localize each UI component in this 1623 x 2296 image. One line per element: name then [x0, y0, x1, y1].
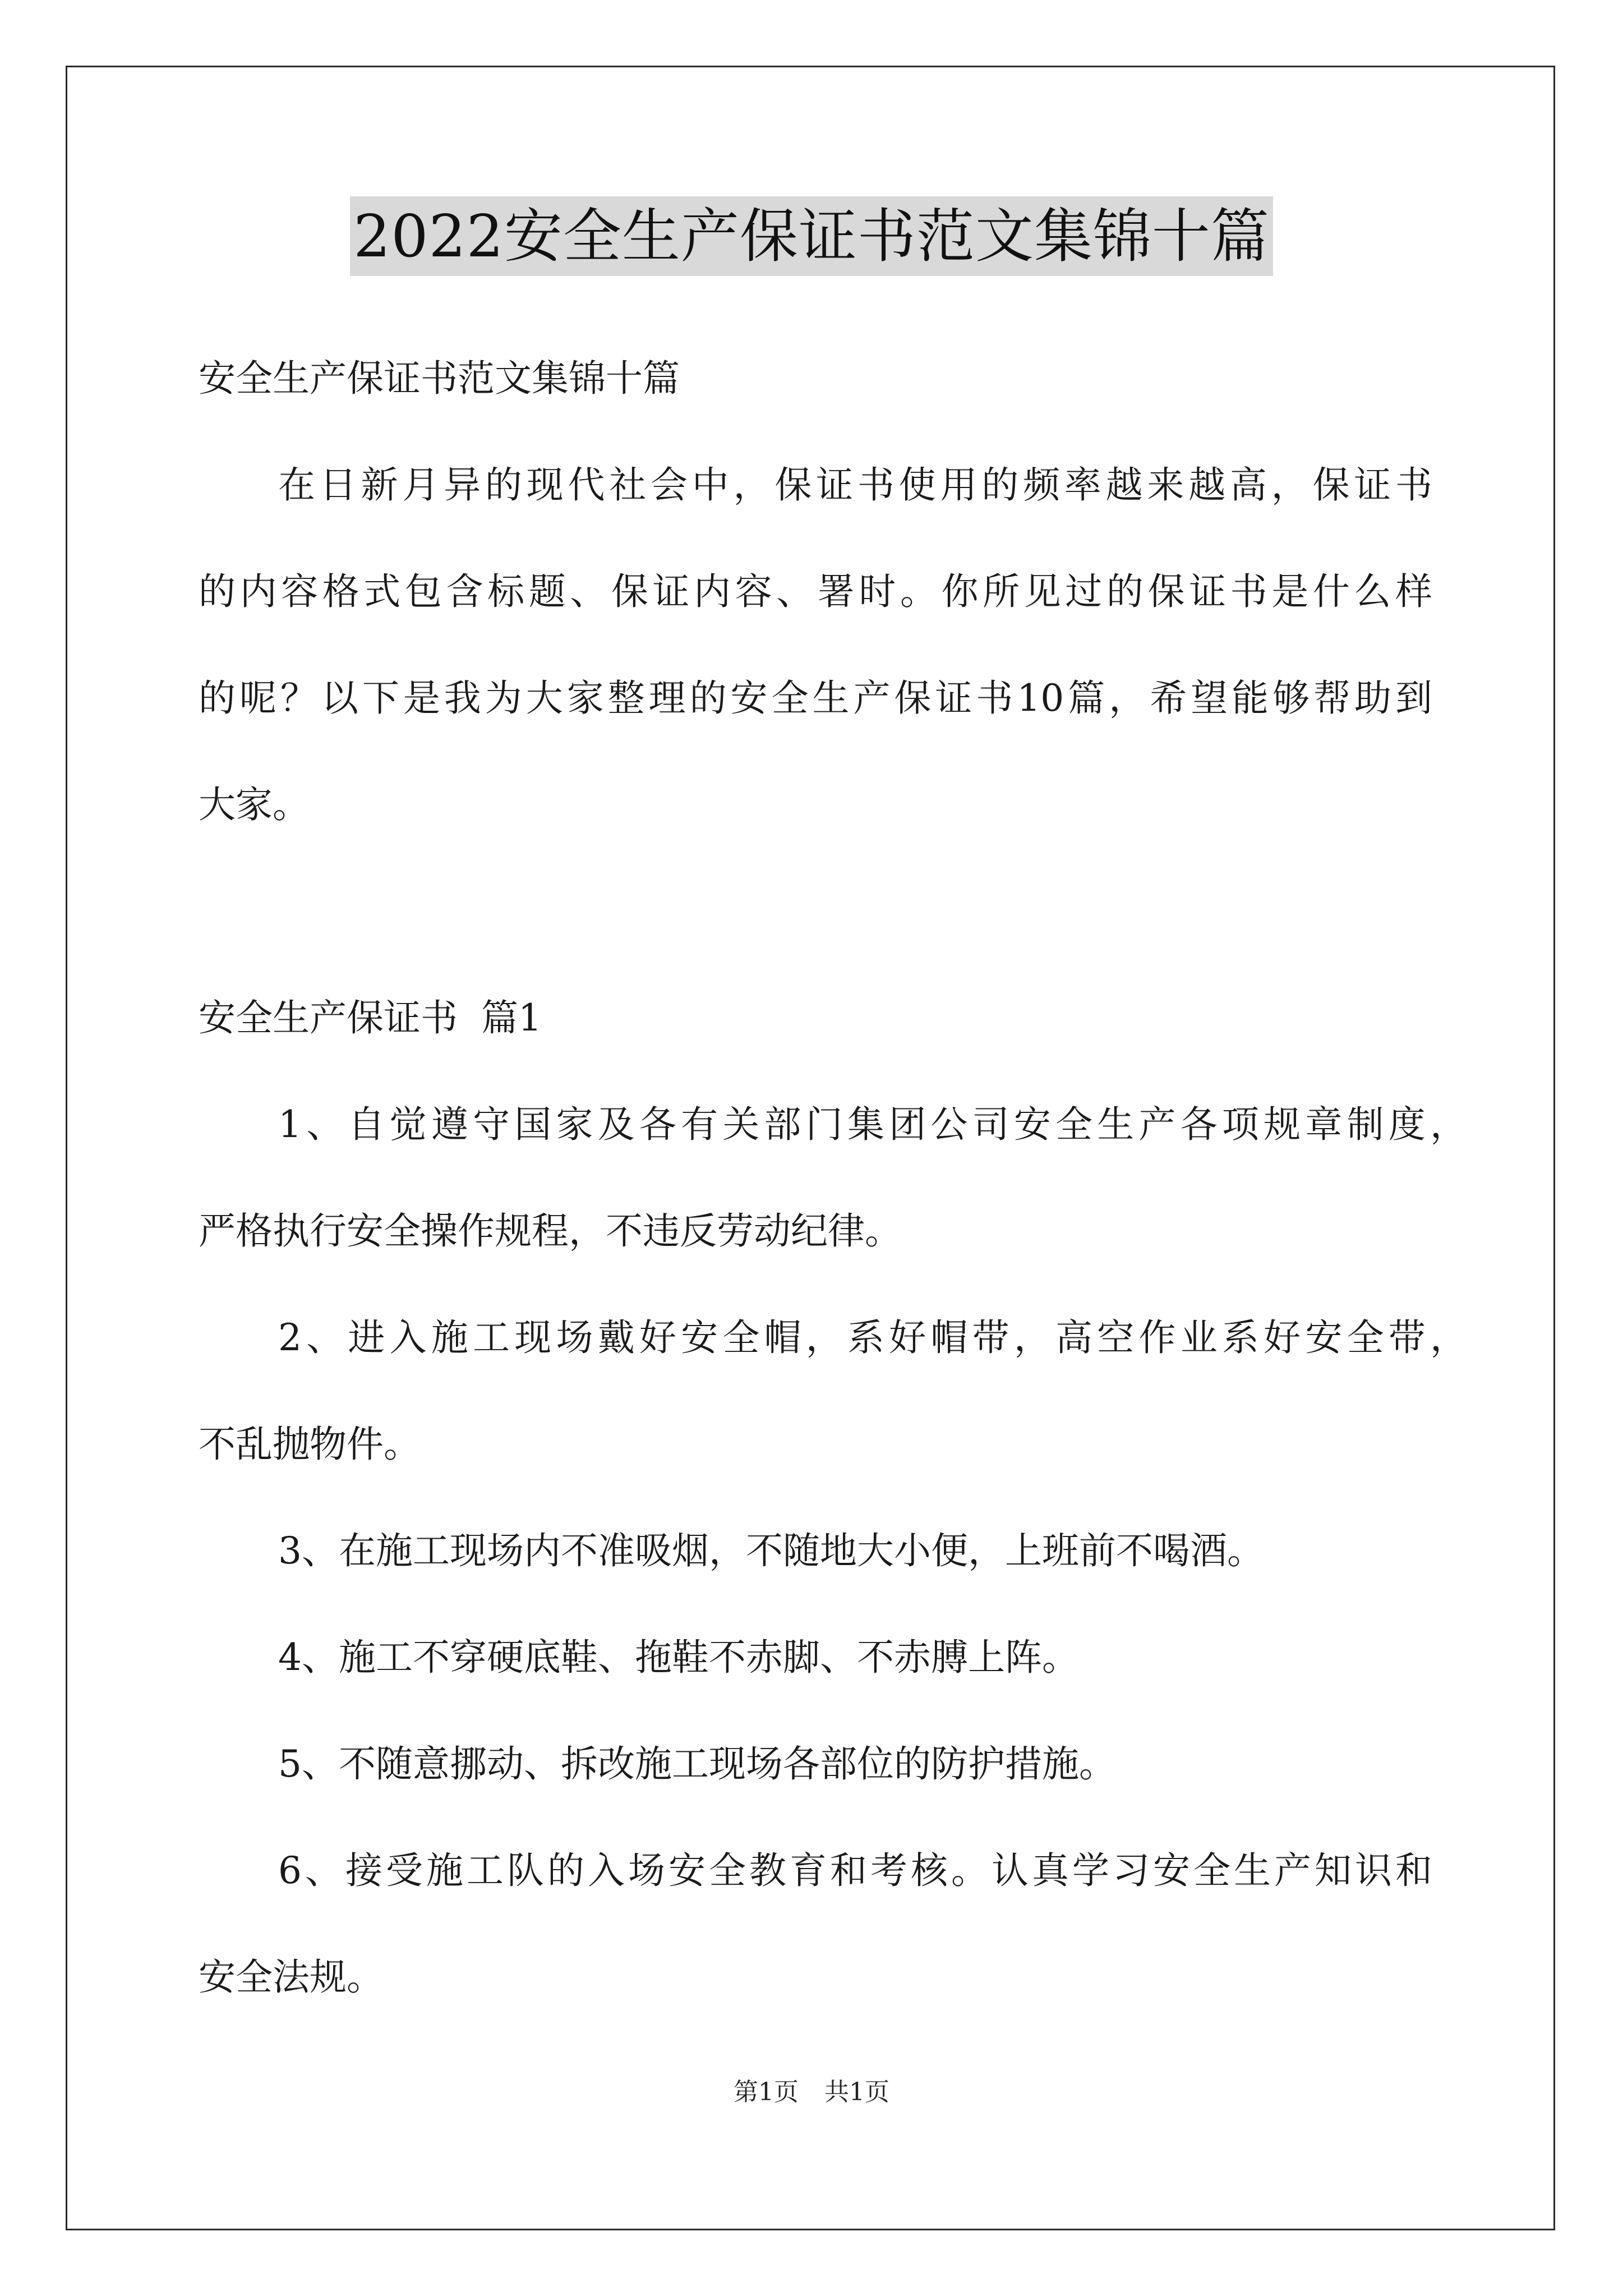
document-title: 2022安全生产保证书范文集锦十篇	[350, 196, 1273, 276]
intro-line-1: 在日新月异的现代社会中，保证书使用的频率越来越高，保证书	[278, 463, 1432, 507]
list-item-3: 3、在施工现场内不准吸烟，不随地大小便，上班前不喝酒。	[278, 1529, 1264, 1572]
list-item-4: 4、施工不穿硬底鞋、拖鞋不赤脚、不赤膊上阵。	[278, 1636, 1079, 1679]
list-item-6b: 安全法规。	[199, 1955, 384, 1999]
list-item-5: 5、不随意挪动、拆改施工现场各部位的防护措施。	[278, 1742, 1116, 1786]
title-container	[0, 196, 1623, 276]
list-item-1a: 1、自觉遵守国家及各有关部门集团公司安全生产各项规章制度，	[278, 1103, 1467, 1146]
list-item-6a: 6、接受施工队的入场安全教育和考核。认真学习安全生产知识和	[278, 1849, 1432, 1892]
document-subtitle: 安全生产保证书范文集锦十篇	[199, 357, 680, 400]
intro-line-4: 大家。	[199, 783, 310, 826]
list-item-2b: 不乱抛物件。	[199, 1423, 421, 1466]
page-number: 第1页	[734, 2078, 799, 2106]
page-total: 共1页	[824, 2078, 889, 2106]
section-heading: 安全生产保证书 篇1	[199, 996, 542, 1039]
list-item-2a: 2、进入施工现场戴好安全帽，系好帽带，高空作业系好安全带，	[278, 1316, 1467, 1359]
intro-line-2: 的内容格式包含标题、保证内容、署时。你所见过的保证书是什么样	[199, 570, 1432, 613]
list-item-1b: 严格执行安全操作规程，不违反劳动纪律。	[199, 1209, 902, 1253]
page-footer	[0, 2076, 1623, 2109]
intro-line-3: 的呢？以下是我为大家整理的安全生产保证书10篇，希望能够帮助到	[199, 677, 1432, 720]
